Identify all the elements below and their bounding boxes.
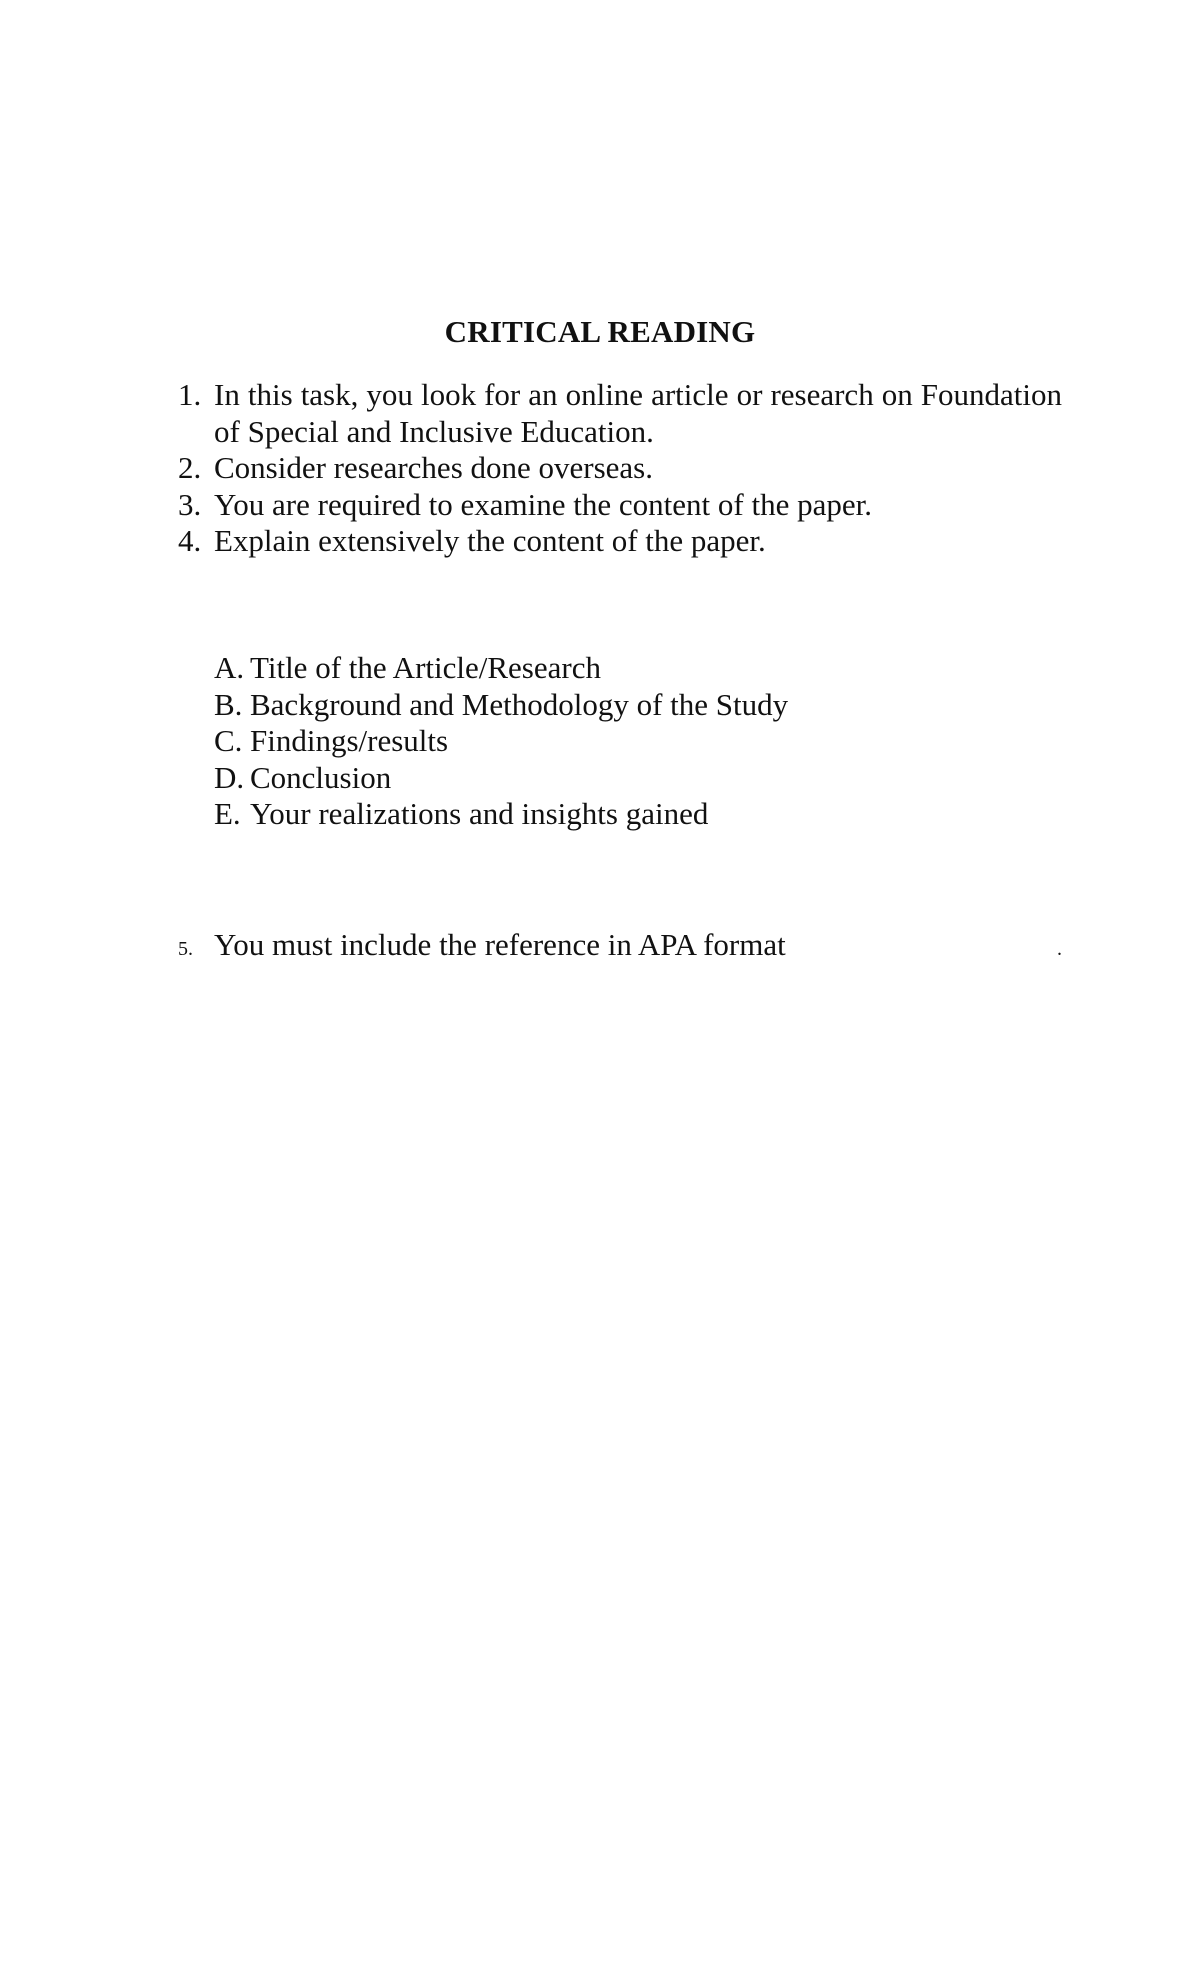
list-item <box>214 760 1014 797</box>
numbered-list <box>178 377 1062 560</box>
page-title: CRITICAL READING <box>444 314 756 349</box>
list-item-letter: B. <box>214 686 243 722</box>
list-item-text: Consider researches done overseas. <box>214 450 653 485</box>
list-item-text: Findings/results <box>250 723 449 758</box>
list-item-letter: D. <box>214 759 245 795</box>
list-item-number: 4. <box>178 523 202 558</box>
list-item-text: You must include the reference in APA format <box>214 927 786 962</box>
list-item-text: Explain extensively the content of the paper. <box>214 523 766 558</box>
list-item <box>178 487 1062 524</box>
list-item <box>214 650 1014 687</box>
lettered-list <box>214 650 1014 833</box>
list-item <box>214 687 1014 724</box>
list-item <box>178 450 1062 487</box>
list-item-number: 1. <box>178 377 202 412</box>
list-item <box>178 523 1062 560</box>
list-item-text: Background and Methodology of the Study <box>250 686 789 722</box>
list-item-number: 5. <box>178 938 193 960</box>
list-item-number: 3. <box>178 486 202 522</box>
list-item <box>214 796 1014 833</box>
list-item-number: 2. <box>178 450 202 485</box>
list-item-text: Your realizations and insights gained <box>250 796 709 831</box>
list-item-letter: C. <box>214 723 243 758</box>
list-item <box>214 723 1014 760</box>
list-item-text: Title of the Article/Research <box>250 650 601 685</box>
list-item-text: You are required to examine the content of the paper. <box>214 486 872 522</box>
final-list-item <box>178 925 1062 969</box>
list-item <box>178 377 1062 450</box>
list-item-period: . <box>1057 938 1062 960</box>
list-item-letter: A. <box>214 650 245 685</box>
list-item-text: In this task, you look for an online article or research on Foundation of Special and Inclusive Education. <box>214 377 1062 449</box>
list-item-text: Conclusion <box>250 759 392 795</box>
list-item-letter: E. <box>214 796 241 831</box>
